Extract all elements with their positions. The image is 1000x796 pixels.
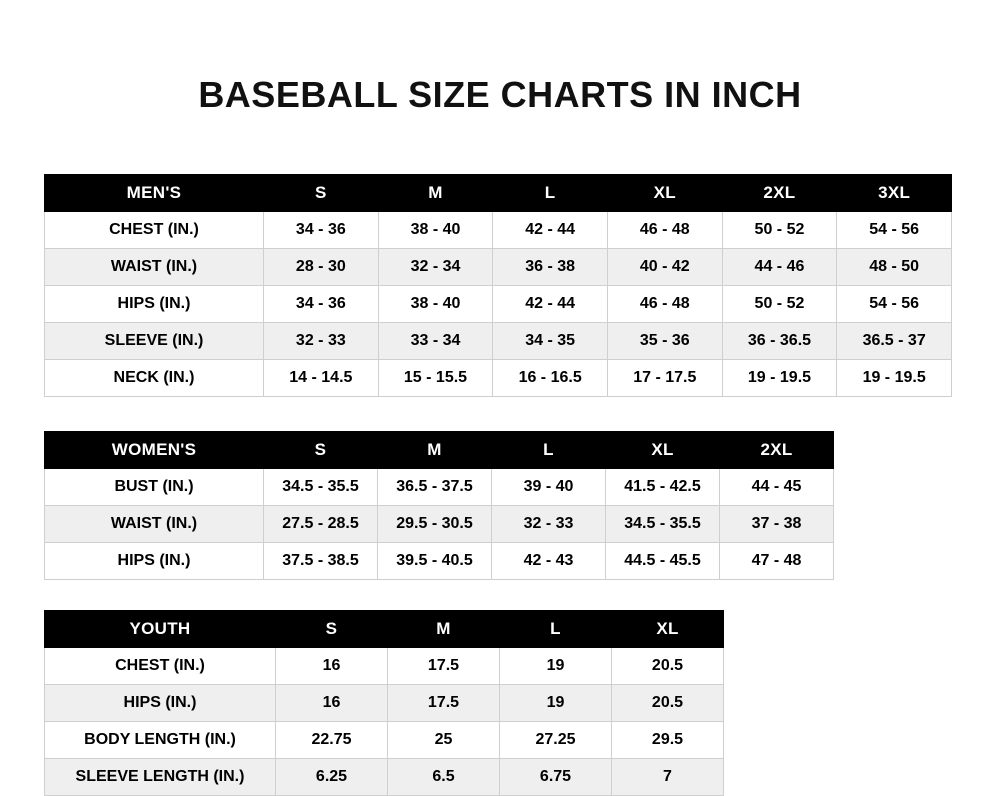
cell: 47 - 48: [720, 543, 834, 580]
cell: 46 - 48: [607, 286, 722, 323]
cell: 32 - 34: [378, 249, 493, 286]
cell: 38 - 40: [378, 286, 493, 323]
cell: 29.5 - 30.5: [378, 506, 492, 543]
youth-header-xl: XL: [612, 611, 724, 648]
cell: 34.5 - 35.5: [264, 469, 378, 506]
cell: 16 - 16.5: [493, 360, 608, 397]
cell: 36.5 - 37: [837, 323, 952, 360]
cell: 48 - 50: [837, 249, 952, 286]
mens-table-head: [45, 175, 952, 212]
row-label: HIPS (IN.): [45, 685, 276, 722]
cell: 22.75: [276, 722, 388, 759]
row-label: HIPS (IN.): [45, 286, 264, 323]
cell: 38 - 40: [378, 212, 493, 249]
cell: 34 - 36: [264, 212, 379, 249]
womens-header-s: S: [264, 432, 378, 469]
cell: 35 - 36: [607, 323, 722, 360]
youth-size-table: [44, 610, 724, 796]
cell: 20.5: [612, 648, 724, 685]
tables-container: [0, 174, 1000, 796]
page-title: BASEBALL SIZE CHARTS IN INCH: [198, 74, 802, 115]
womens-table-body: [45, 469, 834, 580]
mens-table-body: [45, 212, 952, 397]
womens-header-l: L: [492, 432, 606, 469]
cell: 42 - 44: [493, 286, 608, 323]
cell: 34 - 35: [493, 323, 608, 360]
mens-header-m: M: [378, 175, 493, 212]
cell: 42 - 44: [493, 212, 608, 249]
cell: 50 - 52: [722, 286, 837, 323]
cell: 16: [276, 685, 388, 722]
cell: 39 - 40: [492, 469, 606, 506]
youth-header-m: M: [388, 611, 500, 648]
cell: 6.75: [500, 759, 612, 796]
cell: 6.5: [388, 759, 500, 796]
table-row: [45, 648, 724, 685]
cell: 36.5 - 37.5: [378, 469, 492, 506]
table-row: [45, 286, 952, 323]
cell: 27.25: [500, 722, 612, 759]
womens-header-m: M: [378, 432, 492, 469]
womens-table-head: [45, 432, 834, 469]
cell: 28 - 30: [264, 249, 379, 286]
cell: 16: [276, 648, 388, 685]
row-label: WAIST (IN.): [45, 506, 264, 543]
cell: 50 - 52: [722, 212, 837, 249]
cell: 33 - 34: [378, 323, 493, 360]
table-row: [45, 685, 724, 722]
cell: 34.5 - 35.5: [606, 506, 720, 543]
cell: 40 - 42: [607, 249, 722, 286]
womens-header-2xl: 2XL: [720, 432, 834, 469]
row-label: SLEEVE (IN.): [45, 323, 264, 360]
cell: 42 - 43: [492, 543, 606, 580]
cell: 17.5: [388, 648, 500, 685]
youth-table-body: [45, 648, 724, 796]
table-row: [45, 249, 952, 286]
cell: 29.5: [612, 722, 724, 759]
cell: 44 - 46: [722, 249, 837, 286]
row-label: SLEEVE LENGTH (IN.): [45, 759, 276, 796]
row-label: BODY LENGTH (IN.): [45, 722, 276, 759]
cell: 27.5 - 28.5: [264, 506, 378, 543]
youth-header-category: YOUTH: [45, 611, 276, 648]
womens-header-xl: XL: [606, 432, 720, 469]
mens-header-2xl: 2XL: [722, 175, 837, 212]
womens-header-category: WOMEN'S: [45, 432, 264, 469]
row-label: WAIST (IN.): [45, 249, 264, 286]
mens-header-xl: XL: [607, 175, 722, 212]
cell: 41.5 - 42.5: [606, 469, 720, 506]
womens-size-table: [44, 431, 834, 580]
cell: 20.5: [612, 685, 724, 722]
cell: 17.5: [388, 685, 500, 722]
row-label: HIPS (IN.): [45, 543, 264, 580]
cell: 44 - 45: [720, 469, 834, 506]
cell: 6.25: [276, 759, 388, 796]
mens-header-category: MEN'S: [45, 175, 264, 212]
table-row: [45, 506, 834, 543]
spacer: [44, 580, 956, 610]
cell: 44.5 - 45.5: [606, 543, 720, 580]
table-header-row: [45, 611, 724, 648]
cell: 19 - 19.5: [722, 360, 837, 397]
table-row: [45, 722, 724, 759]
cell: 37.5 - 38.5: [264, 543, 378, 580]
spacer: [44, 397, 956, 431]
row-label: CHEST (IN.): [45, 648, 276, 685]
mens-header-s: S: [264, 175, 379, 212]
mens-size-table: [44, 174, 952, 397]
row-label: NECK (IN.): [45, 360, 264, 397]
table-row: [45, 543, 834, 580]
table-row: [45, 469, 834, 506]
cell: 39.5 - 40.5: [378, 543, 492, 580]
cell: 32 - 33: [492, 506, 606, 543]
table-header-row: [45, 175, 952, 212]
youth-table-head: [45, 611, 724, 648]
cell: 19 - 19.5: [837, 360, 952, 397]
cell: 25: [388, 722, 500, 759]
cell: 15 - 15.5: [378, 360, 493, 397]
cell: 19: [500, 685, 612, 722]
mens-header-l: L: [493, 175, 608, 212]
cell: 54 - 56: [837, 286, 952, 323]
table-row: [45, 759, 724, 796]
cell: 17 - 17.5: [607, 360, 722, 397]
cell: 54 - 56: [837, 212, 952, 249]
table-row: [45, 212, 952, 249]
youth-header-s: S: [276, 611, 388, 648]
table-row: [45, 323, 952, 360]
cell: 37 - 38: [720, 506, 834, 543]
cell: 14 - 14.5: [264, 360, 379, 397]
youth-header-l: L: [500, 611, 612, 648]
table-header-row: [45, 432, 834, 469]
row-label: CHEST (IN.): [45, 212, 264, 249]
cell: 7: [612, 759, 724, 796]
cell: 36 - 36.5: [722, 323, 837, 360]
cell: 36 - 38: [493, 249, 608, 286]
table-row: [45, 360, 952, 397]
cell: 19: [500, 648, 612, 685]
cell: 34 - 36: [264, 286, 379, 323]
cell: 46 - 48: [607, 212, 722, 249]
cell: 32 - 33: [264, 323, 379, 360]
mens-header-3xl: 3XL: [837, 175, 952, 212]
row-label: BUST (IN.): [45, 469, 264, 506]
